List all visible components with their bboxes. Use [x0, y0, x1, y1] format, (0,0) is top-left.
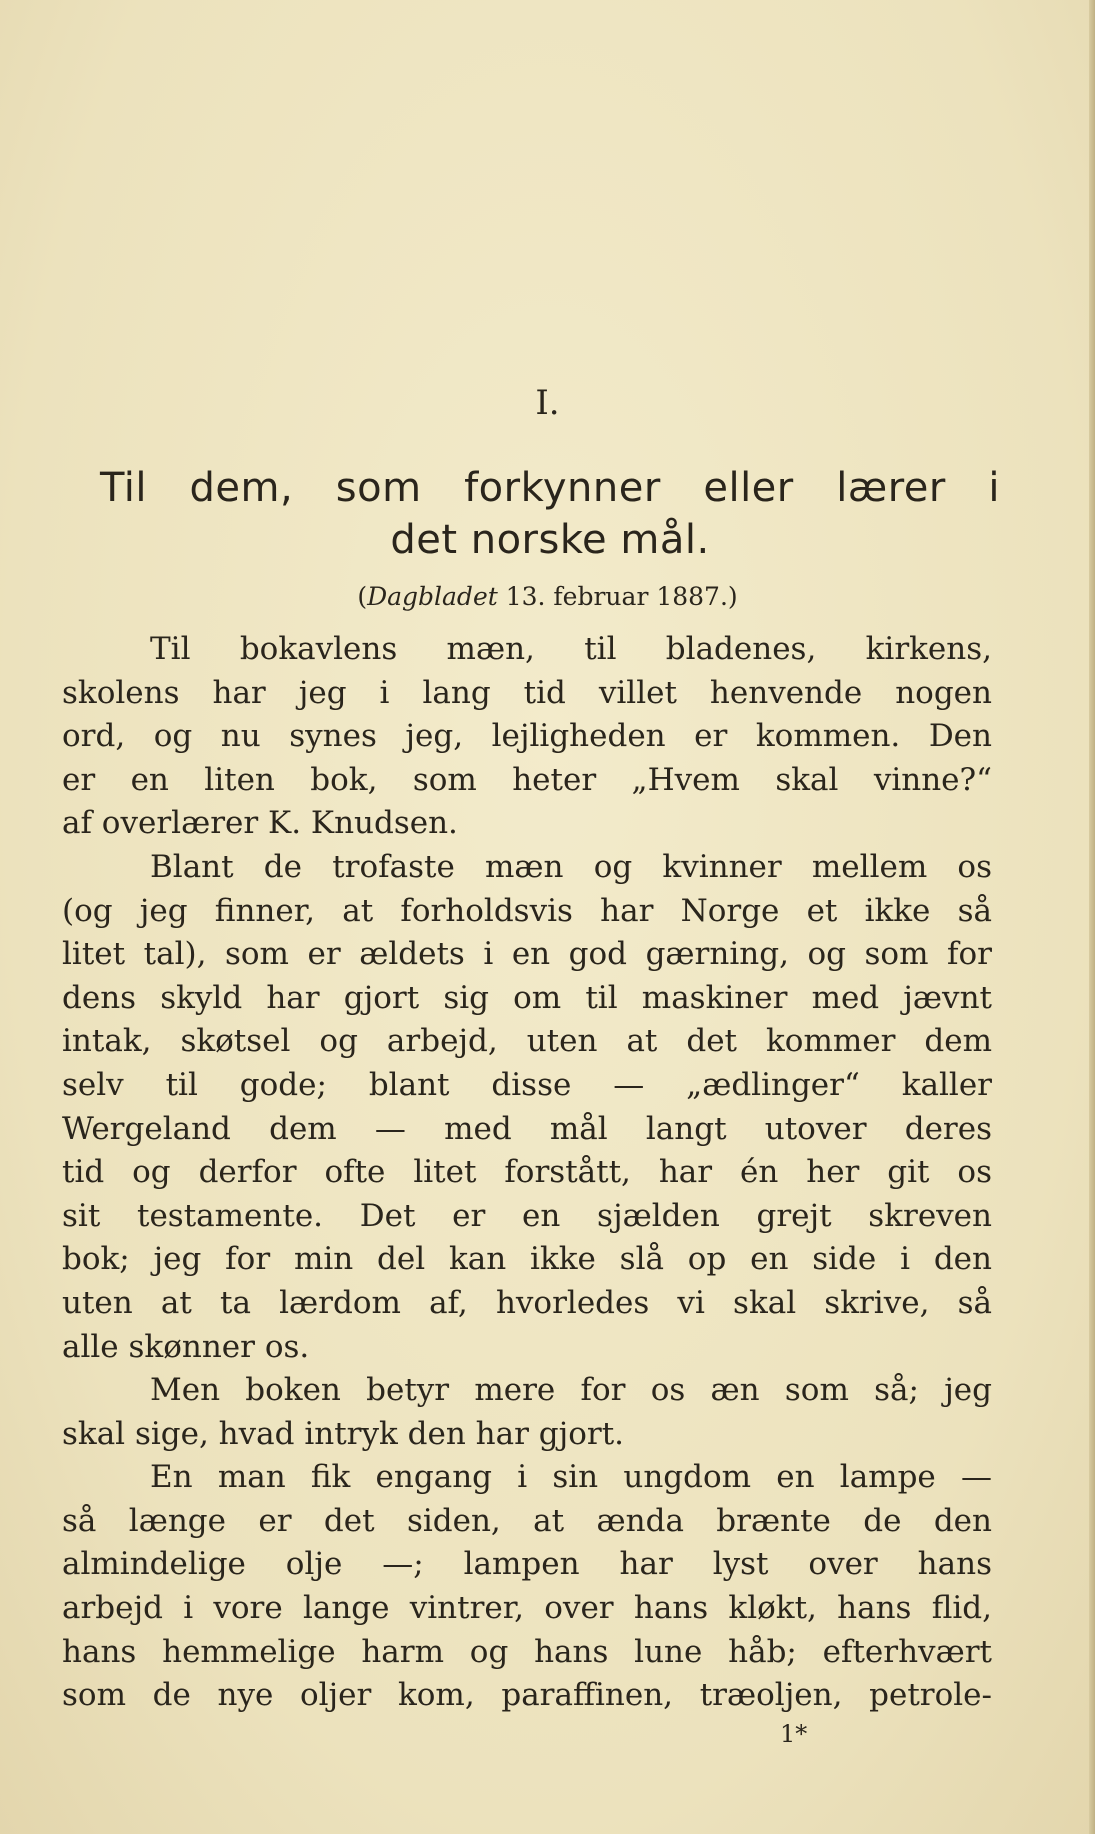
text-line: arbejd i vore lange vintrer, over hans kløkt, hans flid, — [62, 1590, 992, 1627]
text-line: bok; jeg for min del kan ikke slå op en side i den — [62, 1241, 992, 1278]
text-line: Men boken betyr mere for os æn som så; jeg — [150, 1372, 992, 1409]
text-line: er en liten bok, som heter „Hvem skal vinne?“ — [62, 761, 992, 798]
text-line: Wergeland dem — med mål langt utover deres — [62, 1110, 992, 1147]
text-line: Til bokavlens mæn, til bladenes, kirkens, — [150, 631, 992, 667]
text-line: ord, og nu synes jeg, lejligheden er kommen. Den — [62, 718, 992, 755]
text-line: (og jeg finner, at forholdsvis har Norge et ikke så — [62, 892, 992, 929]
text-line: tid og derfor ofte litet forstått, har én her git os — [62, 1154, 992, 1191]
text-line: intak, skøtsel og arbejd, uten at det kommer dem — [62, 1023, 992, 1060]
source-newspaper: Dagbladet — [367, 582, 498, 611]
text-line: Blant de trofaste mæn og kvinner mellem os — [150, 848, 992, 885]
body-text — [62, 628, 992, 1718]
heading-line-1: Til dem, som forkynner eller lærer i — [100, 465, 1000, 511]
text-line: selv til gode; blant disse — „ædlinger“ kaller — [62, 1066, 992, 1103]
text-line: En man fik engang i sin ungdom en lampe — — [150, 1459, 992, 1496]
text-line: skolens har jeg i lang tid villet henvende nogen — [62, 674, 992, 711]
source-date: 13. februar 1887.) — [497, 582, 738, 611]
text-line: skal sige, hvad intryk den har gjort. — [62, 1415, 625, 1452]
text-line: uten at ta lærdom af, hvorledes vi skal skrive, så — [62, 1284, 992, 1321]
text-line: dens skyld har gjort sig om til maskiner med jævnt — [62, 979, 992, 1016]
text-line: sit testamente. Det er en sjælden grejt skreven — [62, 1197, 992, 1234]
text-line: af overlærer K. Knudsen. — [62, 805, 458, 842]
text-line: alle skønner os. — [62, 1328, 310, 1365]
text-line: litet tal), som er ældets i en god gærning, og som for — [62, 936, 992, 973]
chapter-heading — [100, 462, 1000, 566]
source-citation — [0, 582, 1095, 611]
text-line: så længe er det siden, at ænda brænte de den — [62, 1502, 992, 1539]
text-line: hans hemmelige harm og hans lune håb; efterhvært — [62, 1633, 992, 1670]
heading-line-2: det norske mål. — [390, 517, 710, 563]
chapter-number: I. — [535, 383, 560, 423]
signature-mark: 1* — [780, 1720, 808, 1748]
text-line: som de nye oljer kom, paraffinen, træoljen, petrole- — [62, 1677, 992, 1714]
page-edge — [1089, 0, 1095, 1834]
source-open: ( — [357, 582, 368, 611]
text-line: almindelige olje —; lampen har lyst over hans — [62, 1546, 992, 1583]
